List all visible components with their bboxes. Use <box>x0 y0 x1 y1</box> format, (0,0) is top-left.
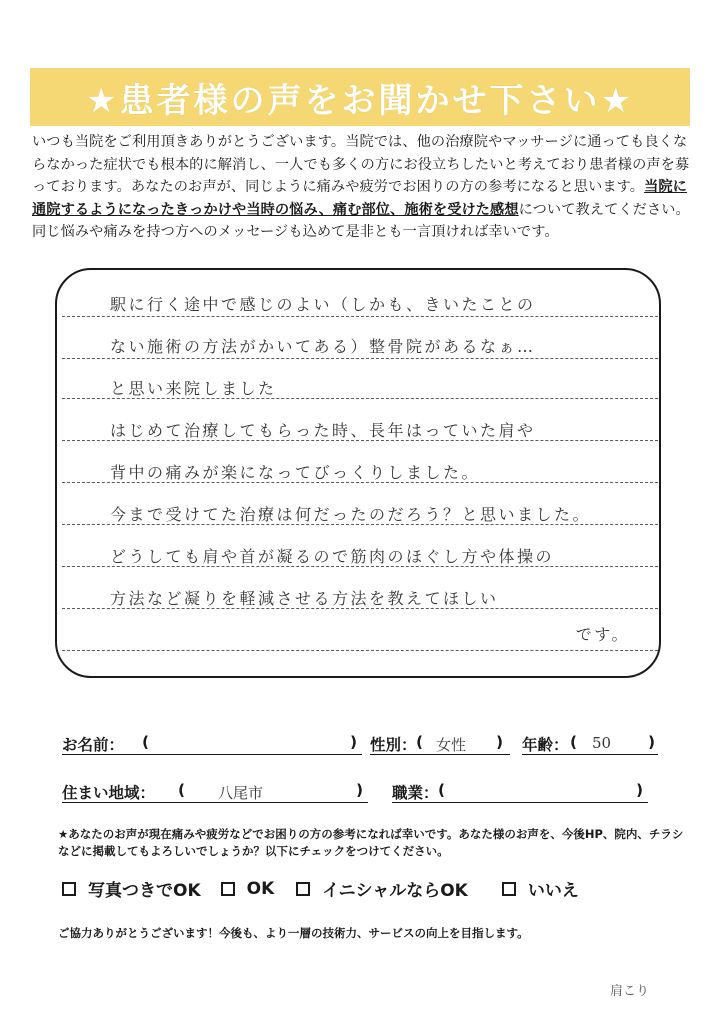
option-label: OK <box>246 878 275 899</box>
area-underline <box>62 802 368 803</box>
paren-close: ) <box>356 781 364 799</box>
handwritten-line: ない施術の方法がかいてある）整骨院があるなぁ… <box>110 337 536 356</box>
thanks-text: ご協力ありがとうございます！今後も、より一層の技術力、サービスの向上を目指します。 <box>58 926 529 940</box>
area-value: 八尾市 <box>218 784 264 802</box>
area-label: 住まい地域： <box>62 784 156 802</box>
handwritten-line: どうしても肩や首が凝るので筋肉のほぐし方や体操の <box>110 547 555 566</box>
writing-line <box>62 316 658 317</box>
option-label: 写真つきでOK <box>88 881 201 901</box>
writing-line <box>62 358 658 359</box>
name-underline <box>62 754 362 755</box>
checkbox[interactable] <box>62 882 76 896</box>
handwritten-line: 方法など凝りを軽減させる方法を教えてほしい <box>110 589 499 608</box>
intro-part-2: について教えてください。同じ悩みや痛みを持つ方へのメッセージも込めて是非とも一言頂ければ幸いです。 <box>32 201 690 240</box>
option-label: イニシャルならOK <box>322 881 468 901</box>
writing-line <box>62 650 658 651</box>
title-banner <box>30 68 690 126</box>
checkbox[interactable] <box>502 882 516 896</box>
age-value: 50 <box>592 734 612 752</box>
job-label: 職業： <box>392 784 439 802</box>
intro-text <box>32 131 692 244</box>
option-no[interactable] <box>502 876 579 901</box>
consent-options <box>62 876 579 901</box>
checkbox[interactable] <box>296 882 310 896</box>
paren-close: ) <box>496 733 504 751</box>
paren-close: ) <box>636 781 644 799</box>
job-underline <box>392 802 648 803</box>
option-label: いいえ <box>527 881 579 901</box>
paren-open: ( <box>142 733 150 751</box>
corner-note: 肩こり <box>610 984 650 999</box>
paren-open: ( <box>570 733 578 751</box>
handwritten-line: 背中の痛みが楽になってびっくりしました。 <box>110 463 481 482</box>
consent-note: ★あなたのお声が現在痛みや疲労などでお困りの方の参考になれば幸いです。あなた様のお声を、今後HP、院内、チラシなどに掲載してもよろしいでしょうか？以下にチェックをつけてください。 <box>58 827 684 858</box>
paren-open: ( <box>416 733 424 751</box>
handwritten-line: 駅に行く途中で感じのよい（しかも、きいたことの <box>110 295 536 314</box>
gender-value: 女性 <box>436 736 467 754</box>
handwritten-line: はじめて治療してもらった時、長年はっていた肩や <box>110 421 536 440</box>
gender-underline <box>370 754 510 755</box>
option-ok[interactable] <box>221 879 275 899</box>
paren-close: ) <box>648 733 656 751</box>
name-label: お名前： <box>62 736 125 754</box>
intro-highlight: 当院に通院するようになったきっかけや当時の悩み、痛む部位、施術を受けた感想 <box>32 179 687 218</box>
option-photo-ok[interactable] <box>62 876 201 901</box>
handwritten-line: と思い来院しました <box>110 379 277 398</box>
gender-label: 性別： <box>370 736 417 754</box>
page-title: ★患者様の声をお聞かせ下さい★ <box>86 80 634 121</box>
handwritten-line: です。 <box>575 625 630 644</box>
paren-close: ) <box>350 733 358 751</box>
checkbox[interactable] <box>221 882 235 896</box>
option-initial-ok[interactable] <box>296 876 468 901</box>
handwritten-line: 今まで受けてた治療は何だったのだろう？と思いました。 <box>110 505 592 524</box>
age-label: 年齢： <box>522 736 569 754</box>
paren-open: ( <box>438 781 446 799</box>
age-underline <box>522 754 658 755</box>
intro-part-1: いつも当院をご利用頂きありがとうございます。当院では、他の治療院やマッサージに通っても良くならなかった症状でも根本的に解消し、一人でも多くの方にお役立ちしたいと考えており患者様の声を募っております。あなたのお声が、同じように痛みや疲労でお困りの方の参考になると思います。 <box>32 134 690 195</box>
paren-open: ( <box>178 781 186 799</box>
